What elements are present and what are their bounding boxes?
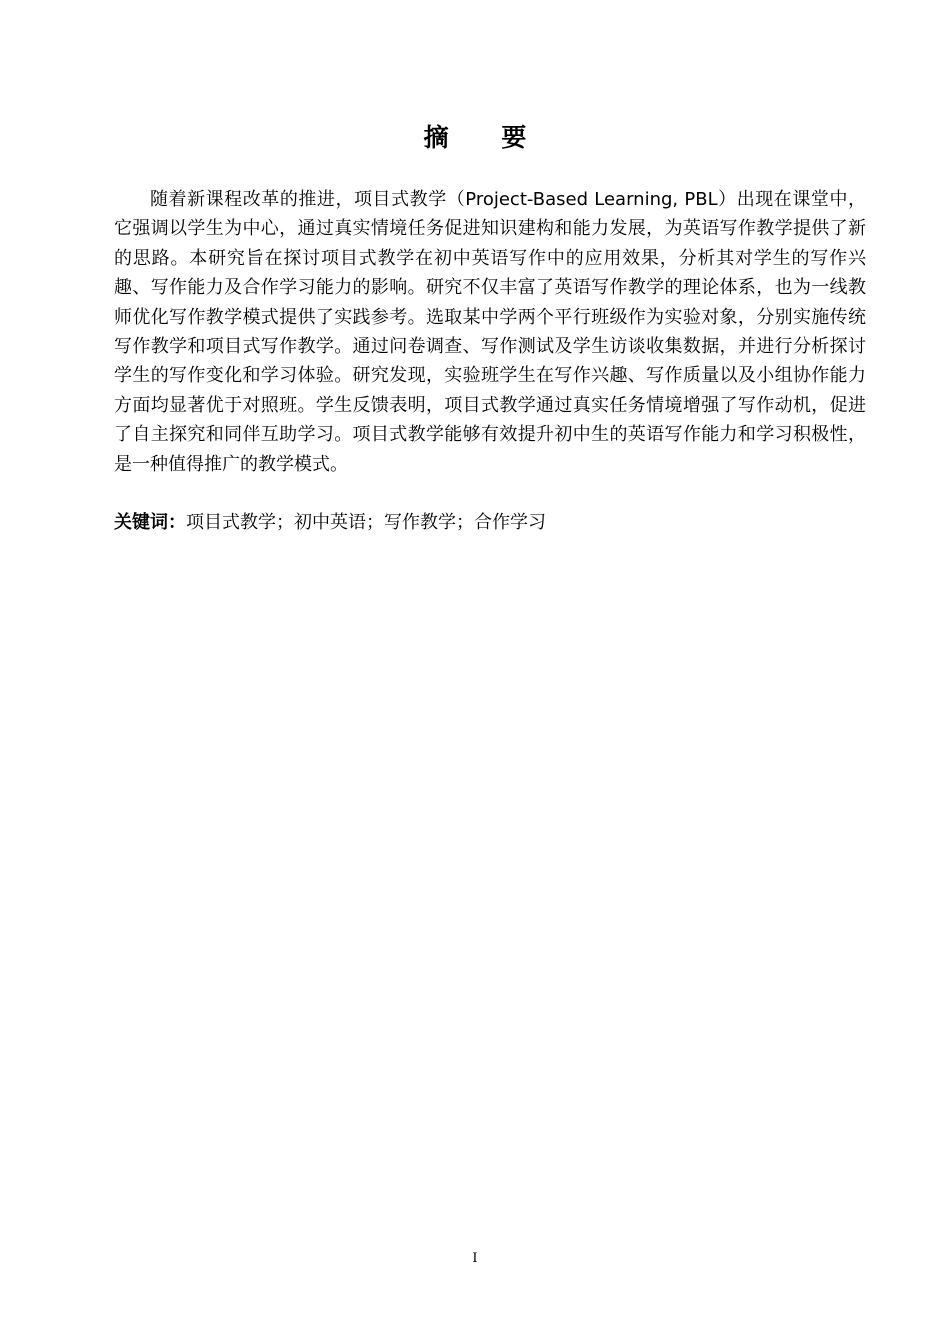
abstract-title: 摘 要 xyxy=(423,123,549,152)
keywords-list: 项目式教学；初中英语；写作教学；合作学习 xyxy=(186,512,546,533)
keywords-line xyxy=(114,509,866,537)
abstract-paragraph: 随着新课程改革的推进，项目式教学（Project-Based Learning, PBL）出现在课堂中，它强调以学生为中心，通过真实情境任务促进知识建构和能力发展，为英语写作教学提供了新的思路。本研究旨在探讨项目式教学在初中英语写作中的应用效果，分析其对学生的写作兴趣、写作能力及合作学习能力的影响。研究不仅丰富了英语写作教学的理论体系，也为一线教师优化写作教学模式提供了实践参考。选取某中学两个平行班级作为实验对象，分别实施传统写作教学和项目式写作教学。通过问卷调查、写作测试及学生访谈收集数据，并进行分析探讨学生的写作变化和学习体验。研究发现，实验班学生在写作兴趣、写作质量以及小组协作能力方面均显著优于对照班。学生反馈表明，项目式教学通过真实任务情境增强了写作动机，促进了自主探究和同伴互助学习。项目式教学能够有效提升初中生的英语写作能力和学习积极性，是一种值得推广的教学模式。 xyxy=(114,189,866,475)
page-number: I xyxy=(472,1251,478,1266)
keywords-label: 关键词： xyxy=(114,512,186,533)
